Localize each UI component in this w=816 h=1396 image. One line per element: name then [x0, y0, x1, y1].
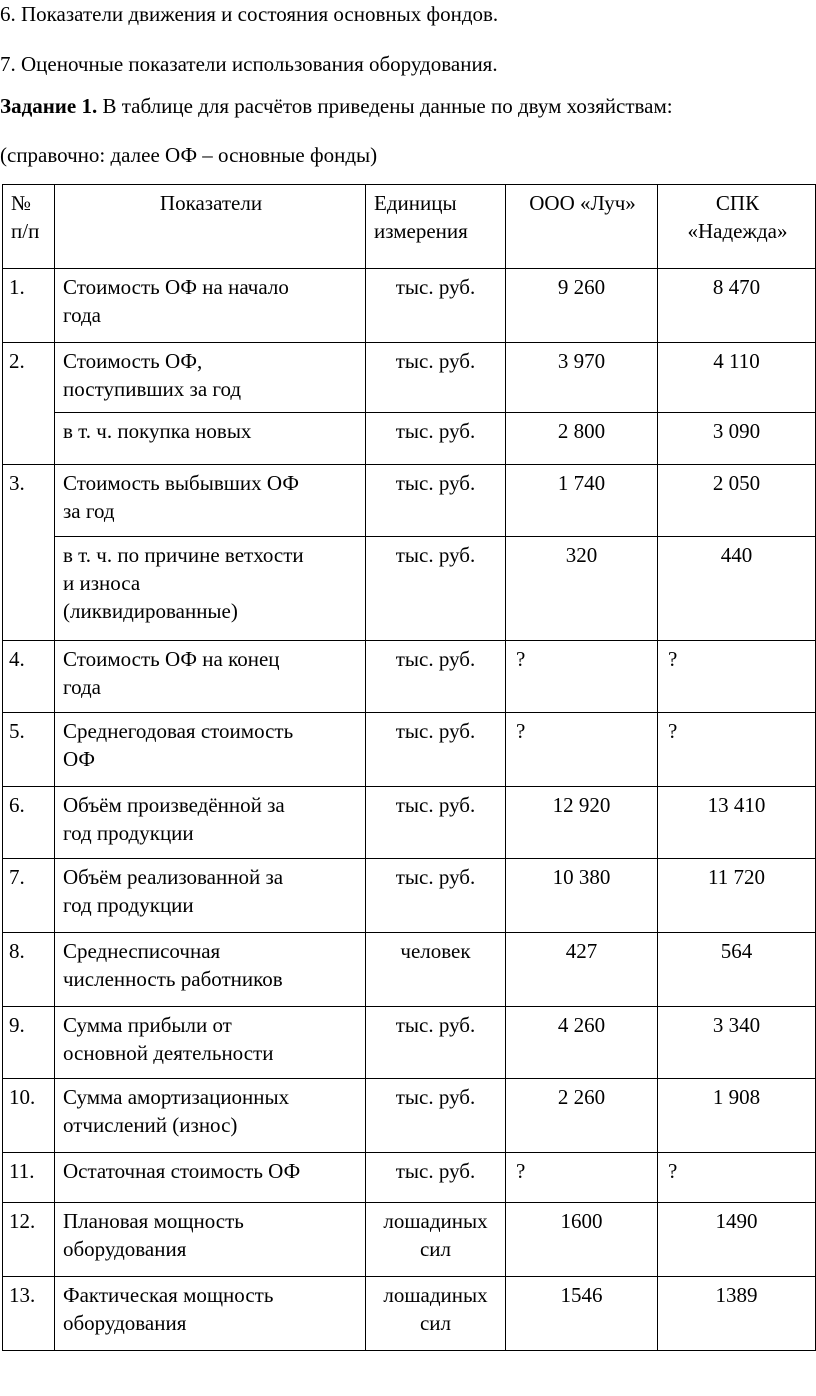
indicator-name: Объём реализованной за год продукции — [55, 859, 366, 933]
value-luch: ? — [506, 1153, 658, 1203]
unit: тыс. руб. — [366, 343, 506, 413]
value-luch: 320 — [506, 537, 658, 641]
row-number: 1. — [3, 269, 55, 343]
row-number: 8. — [3, 933, 55, 1007]
row-number: 12. — [3, 1203, 55, 1277]
indicator-name: Плановая мощность оборудования — [55, 1203, 366, 1277]
row-number — [3, 537, 55, 641]
value-luch: 2 800 — [506, 413, 658, 465]
value-luch: 10 380 — [506, 859, 658, 933]
table-row — [3, 465, 816, 537]
header-unit: Единицы измерения — [366, 185, 506, 269]
intro-line-6: 6. Показатели движения и состояния основных фондов. — [0, 2, 499, 26]
header-col-luch: ООО «Луч» — [506, 185, 658, 269]
value-luch: 9 260 — [506, 269, 658, 343]
value-luch: 3 970 — [506, 343, 658, 413]
data-table — [2, 184, 816, 1351]
table-row — [3, 1079, 816, 1153]
row-number: 13. — [3, 1277, 55, 1351]
table-row — [3, 1203, 816, 1277]
value-nadezhda: 2 050 — [658, 465, 816, 537]
table-row — [3, 343, 816, 413]
table-row — [3, 413, 816, 465]
value-nadezhda: 1389 — [658, 1277, 816, 1351]
indicator-name: Остаточная стоимость ОФ — [55, 1153, 366, 1203]
value-luch: 2 260 — [506, 1079, 658, 1153]
row-number: 3. — [3, 465, 55, 537]
header-num: № п/п — [3, 185, 55, 269]
unit: тыс. руб. — [366, 269, 506, 343]
row-number: 10. — [3, 1079, 55, 1153]
row-number — [3, 413, 55, 465]
value-luch: 427 — [506, 933, 658, 1007]
value-nadezhda: ? — [658, 1153, 816, 1203]
indicator-name: Объём произведённой за год продукции — [55, 787, 366, 859]
unit: лошадиных сил — [366, 1203, 506, 1277]
value-nadezhda: 8 470 — [658, 269, 816, 343]
indicator-name: в т. ч. покупка новых — [55, 413, 366, 465]
unit: тыс. руб. — [366, 465, 506, 537]
unit: лошадиных сил — [366, 1277, 506, 1351]
row-number: 5. — [3, 713, 55, 787]
unit: тыс. руб. — [366, 537, 506, 641]
value-luch: 1546 — [506, 1277, 658, 1351]
value-luch: 4 260 — [506, 1007, 658, 1079]
value-nadezhda: 1 908 — [658, 1079, 816, 1153]
task-label: Задание 1. — [0, 94, 98, 118]
unit: тыс. руб. — [366, 641, 506, 713]
table-row — [3, 787, 816, 859]
indicator-name: Фактическая мощность оборудования — [55, 1277, 366, 1351]
indicator-name: Стоимость выбывших ОФ за год — [55, 465, 366, 537]
header-col-nadezhda: СПК «Надежда» — [658, 185, 816, 269]
table-row — [3, 537, 816, 641]
unit: тыс. руб. — [366, 859, 506, 933]
table-row — [3, 713, 816, 787]
value-nadezhda: 564 — [658, 933, 816, 1007]
value-luch: 1600 — [506, 1203, 658, 1277]
value-luch: 12 920 — [506, 787, 658, 859]
value-nadezhda: ? — [658, 713, 816, 787]
value-nadezhda: 3 340 — [658, 1007, 816, 1079]
indicator-name: Сумма прибыли от основной деятельности — [55, 1007, 366, 1079]
header-indicator: Показатели — [55, 185, 366, 269]
task-statement — [0, 94, 673, 119]
value-luch: ? — [506, 713, 658, 787]
unit: тыс. руб. — [366, 413, 506, 465]
table-row — [3, 933, 816, 1007]
row-number: 7. — [3, 859, 55, 933]
value-nadezhda: ? — [658, 641, 816, 713]
abbreviation-note: (справочно: далее ОФ – основные фонды) — [0, 143, 378, 167]
table-row — [3, 1277, 816, 1351]
value-nadezhda: 11 720 — [658, 859, 816, 933]
row-number: 6. — [3, 787, 55, 859]
header-row — [3, 185, 816, 269]
unit: человек — [366, 933, 506, 1007]
unit: тыс. руб. — [366, 787, 506, 859]
indicator-name: Стоимость ОФ, поступивших за год — [55, 343, 366, 413]
table-row — [3, 1153, 816, 1203]
unit: тыс. руб. — [366, 1007, 506, 1079]
value-luch: 1 740 — [506, 465, 658, 537]
table-row — [3, 859, 816, 933]
task-text: В таблице для расчётов приведены данные по двум хозяйствам: — [97, 94, 673, 118]
indicator-name: Стоимость ОФ на конец года — [55, 641, 366, 713]
indicator-name: Среднесписочная численность работников — [55, 933, 366, 1007]
value-nadezhda: 440 — [658, 537, 816, 641]
value-nadezhda: 13 410 — [658, 787, 816, 859]
value-nadezhda: 1490 — [658, 1203, 816, 1277]
indicator-name: Сумма амортизационных отчислений (износ) — [55, 1079, 366, 1153]
row-number: 4. — [3, 641, 55, 713]
unit: тыс. руб. — [366, 1153, 506, 1203]
row-number: 2. — [3, 343, 55, 413]
intro-line-7: 7. Оценочные показатели использования оборудования. — [0, 52, 498, 76]
value-nadezhda: 3 090 — [658, 413, 816, 465]
table-row — [3, 641, 816, 713]
value-luch: ? — [506, 641, 658, 713]
indicator-name: в т. ч. по причине ветхости и износа (ликвидированные) — [55, 537, 366, 641]
unit: тыс. руб. — [366, 713, 506, 787]
table-row — [3, 1007, 816, 1079]
table-row — [3, 269, 816, 343]
indicator-name: Стоимость ОФ на начало года — [55, 269, 366, 343]
row-number: 9. — [3, 1007, 55, 1079]
indicator-name: Среднегодовая стоимость ОФ — [55, 713, 366, 787]
row-number: 11. — [3, 1153, 55, 1203]
value-nadezhda: 4 110 — [658, 343, 816, 413]
unit: тыс. руб. — [366, 1079, 506, 1153]
